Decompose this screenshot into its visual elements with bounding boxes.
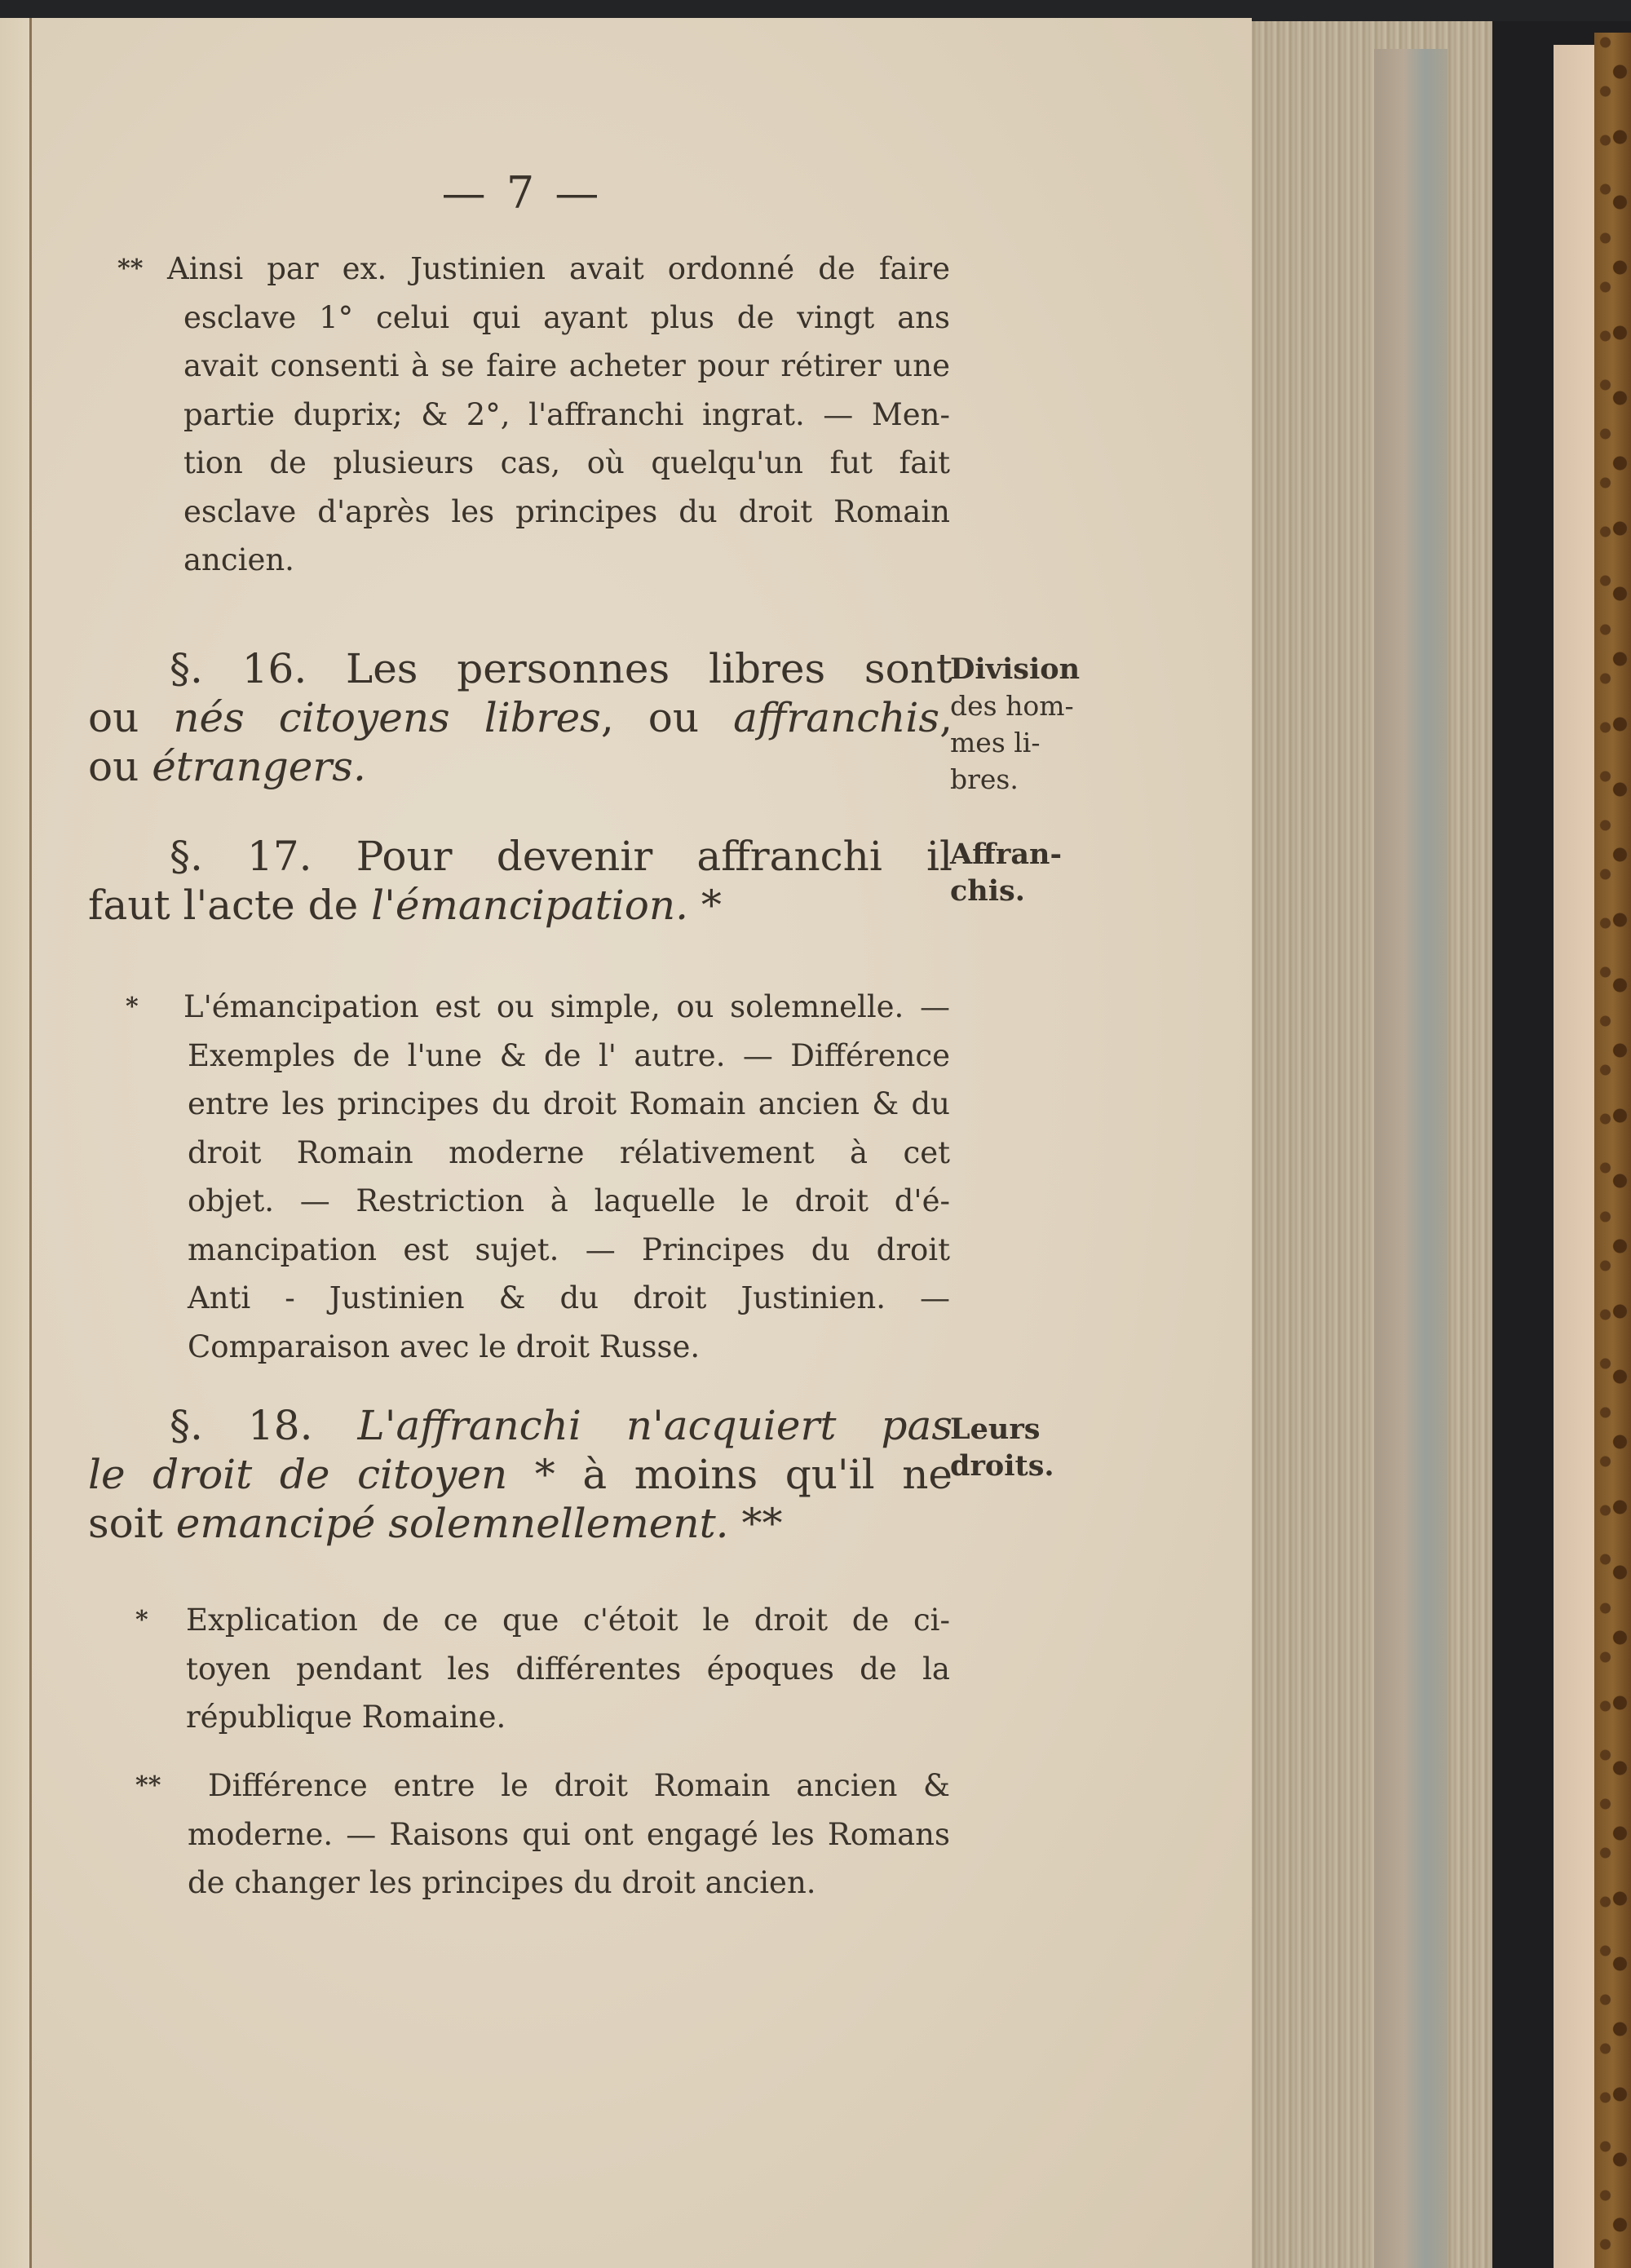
footnote-line: partie duprix; & 2°, l'affranchi ingrat. — Men-: [183, 396, 950, 432]
roman-text: * à moins qu'il ne: [507, 1451, 953, 1498]
footnote-line: Exemples de l'une & de l' autre. — Différence: [188, 1037, 950, 1073]
footnote-line: tion de plusieurs cas, où quelqu'un fut fait: [183, 445, 950, 480]
margin-note-line: Leurs: [950, 1413, 1041, 1446]
footnote-18a: [130, 1596, 950, 1742]
gutter-edge: [0, 18, 32, 2268]
margin-note-division: [950, 651, 1080, 798]
margin-note-affranchis: [950, 836, 1062, 909]
footnote-mark: *: [126, 993, 139, 1021]
roman-text: §. 16. Les personnes libres sont: [170, 645, 953, 692]
section-17: [88, 832, 953, 930]
section-line: [88, 742, 953, 791]
footnote-line: moderne. — Raisons qui ont engagé les Romans: [188, 1816, 950, 1852]
roman-text: , ou: [600, 694, 734, 741]
margin-note-droits: [950, 1411, 1054, 1484]
page-number: — 7 —: [441, 167, 603, 219]
footnote-mark: **: [135, 1771, 161, 1800]
footnote-18b: [130, 1762, 950, 1908]
italic-text: le droit de citoyen: [88, 1451, 508, 1498]
margin-note-line: droits.: [950, 1449, 1054, 1483]
footnote-mark: **: [117, 254, 144, 283]
section-16: [88, 644, 953, 791]
footnote-mark: *: [135, 1606, 148, 1634]
footnote-line: toyen pendant les différentes époques de la: [186, 1651, 950, 1687]
margin-note-line: Division: [950, 652, 1081, 686]
roman-text: ou: [88, 743, 152, 790]
roman-text: ou: [88, 694, 174, 741]
section-line: [88, 832, 953, 881]
footnote-line: Ainsi par ex. Justinien avait ordonné de faire: [167, 251, 950, 286]
footnote-line: entre les principes du droit Romain ancien & du: [188, 1086, 950, 1121]
book-fore-edge: [1248, 21, 1492, 2268]
footnote-line: objet. — Restriction à laquelle le droit d'é-: [188, 1183, 950, 1218]
footnote-line: ancien.: [183, 542, 294, 577]
roman-text: soit: [88, 1500, 176, 1547]
footnote-top: [117, 245, 950, 585]
section-line: [88, 693, 953, 742]
margin-note-line: chis.: [950, 874, 1025, 908]
section-line: [88, 1450, 953, 1499]
margin-note-line: des hom-: [950, 690, 1074, 722]
italic-text: l'émancipation.: [371, 882, 688, 929]
footnote-line: avait consenti à se faire acheter pour rétirer une: [183, 348, 950, 383]
italic-text: nés citoyens libres: [173, 694, 601, 741]
book-endpaper: [1554, 45, 1594, 2268]
italic-text: emancipé solemnellement.: [175, 1500, 729, 1547]
italic-text: affranchis: [733, 694, 940, 741]
footnote-line: république Romaine.: [186, 1700, 506, 1735]
section-18: [88, 1401, 953, 1548]
section-line: [88, 644, 953, 693]
section-line: [88, 1401, 953, 1450]
roman-text: ,: [939, 694, 953, 741]
section-line: [88, 1499, 953, 1548]
footnote-line: esclave d'après les principes du droit Romain: [183, 493, 950, 529]
footnote-line: mancipation est sujet. — Principes du droit: [188, 1231, 950, 1267]
footnote-line: Anti - Justinien & du droit Justinien. —: [188, 1280, 950, 1315]
footnote-line: de changer les principes du droit ancien.: [188, 1865, 816, 1900]
footnote-line: Différence entre le droit Romain ancien &: [208, 1768, 950, 1803]
roman-text: §. 17. Pour devenir affranchi il: [170, 833, 953, 880]
italic-text: L'affranchi n'acquiert pas: [357, 1402, 953, 1449]
italic-text: étrangers.: [152, 743, 366, 790]
footnote-line: esclave 1° celui qui ayant plus de vingt ans: [183, 299, 950, 335]
roman-text: faut l'acte de: [88, 882, 372, 929]
footnote-line: L'émancipation est ou simple, ou solemnelle. —: [183, 989, 950, 1024]
roman-text: *: [687, 882, 722, 929]
margin-note-line: bres.: [950, 763, 1019, 795]
footnote-line: Explication de ce que c'étoit le droit de ci-: [186, 1603, 950, 1638]
book-fore-edge-layer: [1374, 49, 1448, 2268]
footnote-line: droit Romain moderne rélativement à cet: [188, 1134, 950, 1170]
footnote-line: Comparaison avec le droit Russe.: [188, 1329, 701, 1364]
roman-text: §. 18.: [170, 1402, 358, 1449]
roman-text: **: [728, 1500, 783, 1547]
footnote-17: [126, 983, 950, 1371]
section-line: [88, 881, 953, 930]
margin-note-line: mes li-: [950, 727, 1041, 758]
marbled-cover: [1594, 33, 1631, 2268]
margin-note-line: Affran-: [950, 838, 1062, 871]
